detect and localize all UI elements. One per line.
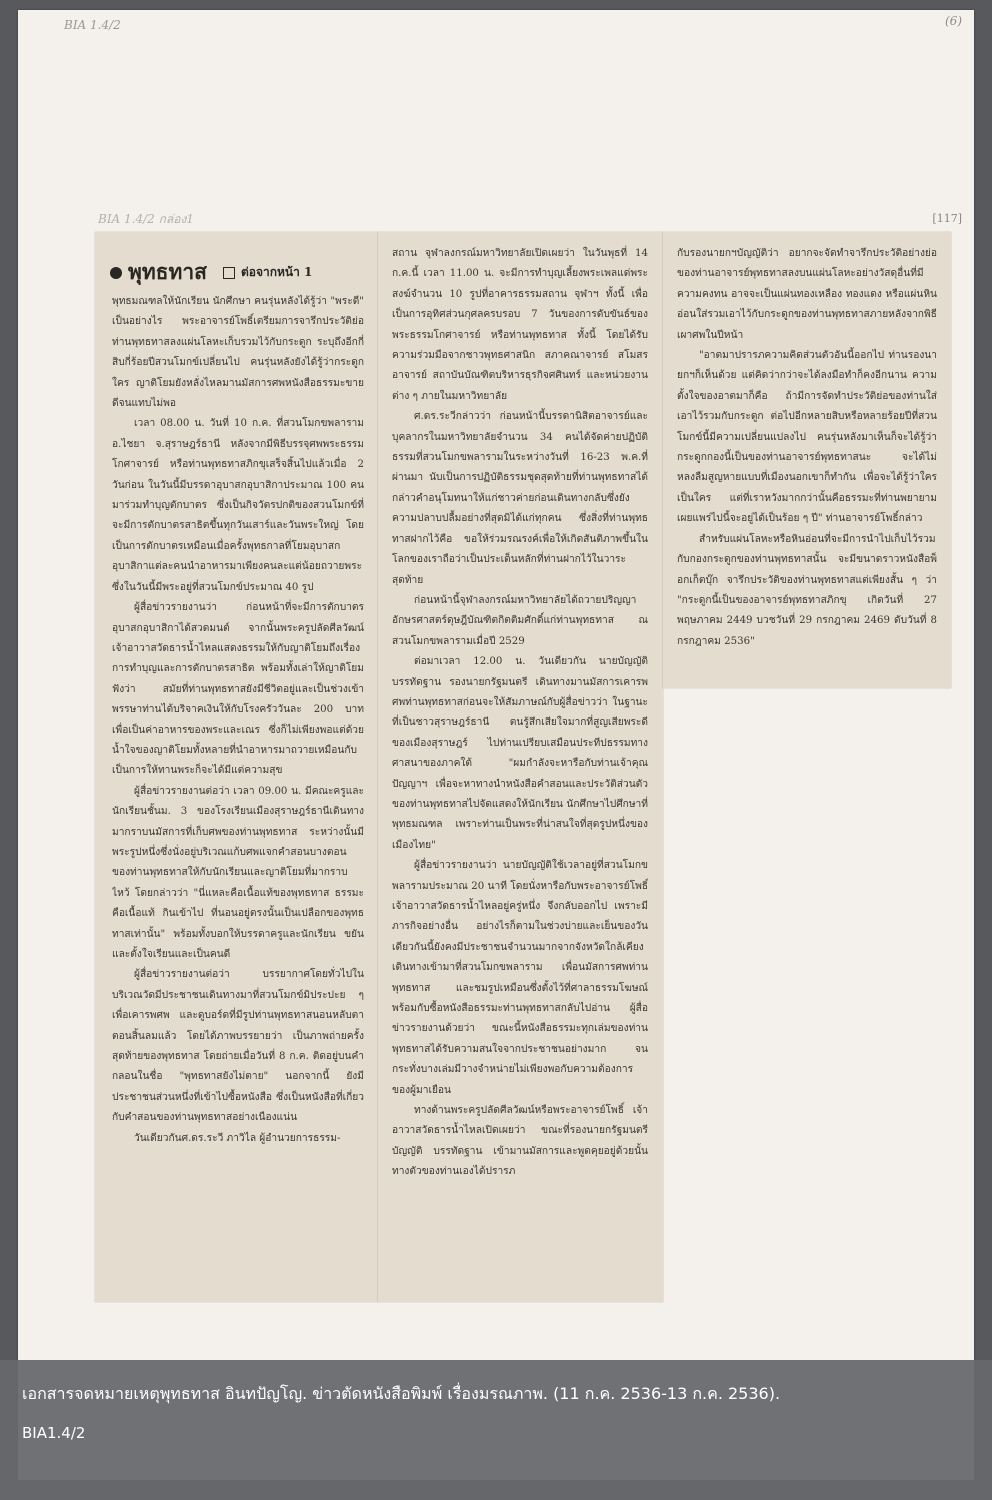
caption-identifier: BIA1.4/2 — [22, 1424, 86, 1442]
article-column-3 — [677, 244, 937, 684]
paragraph: วันเดียวกันศ.ดร.ระวี ภาวิไล ผู้อำนวยการธรรม- — [134, 1132, 341, 1144]
paragraph: ก่อนหน้านี้จุฬาลงกรณ์มหาวิทยาลัยได้ถวายปริญญาอักษรศาสตร์ดุษฎีบัณฑิตกิตติมศักดิ์แก่ท่านพุทธทาส ณ สวนโมกขพลารามเมื่อปี 2529 — [392, 594, 648, 647]
paragraph: ต่อมาเวลา 12.00 น. วันเดียวกัน นายบัญญัติ บรรทัดฐาน รองนายกรัฐมนตรี เดินทางมานมัสการเคารพศพท่านพุทธทาสก่อนจะให้สัมภาษณ์กับผู้สื่อข่าวว่า ในฐานะที่เป็นชาวสุราษฎร์ธานี ตนรู้สึกเสียใจมากที่สูญเสียพระดีของเมืองสุราษฎร์ ไปท่านเปรียบเสมือนประทีปธรรมทางศาสนาของภาคใต้ "ผมกำลังจะหารือกับท่านเจ้าคุณปัญญาฯ เพื่อจะหาทางนำหนังสือคำสอนและประวัติส่วนตัวของท่านพุทธทาสไปจัดแสดงให้นักเรียน นักศึกษาไปศึกษาที่พุทธมณฑล เพราะท่านเป็นพระที่น่าสนใจที่สุดรูปหนึ่งของเมืองไทย" — [392, 656, 648, 851]
paragraph: ทางด้านพระครูปลัดศีลวัฒน์หรือพระอาจารย์โพธิ์ เจ้าอาวาสวัดธารน้ำไหลเปิดเผยว่า ขณะที่รองนายกรัฐมนตรีบัญญัติ บรรทัดฐาน เข้ามานมัสการและพูดคุยอยู่ด้วยนั้น ทางตัวของท่านเองได้ปรารภ — [392, 1105, 648, 1178]
page-number: (6) — [945, 14, 962, 28]
caption-bar — [0, 1360, 992, 1500]
headline-title: พุทธทาส — [128, 259, 207, 284]
paragraph: ผู้สื่อข่าวรายงานต่อว่า บรรยากาศโดยทั่วไปในบริเวณวัดมีประชาชนเดินทางมาที่สวนโมกข์มิประปะย ๆ เพื่อเคารพศพ และดูบอร์ดที่มีรูปท่านพุทธทาสนอนหลับตาตอนสิ้นลมแล้ว โดยได้ภาพบรรยายว่า เป็นภาพถ่ายครั้งสุดท้ายของพุทธทาส โดยถ่ายเมื่อวันที่ 8 ก.ค. ติดอยู่บนคำกลอนในชื่อ "พุทธทาสยังไม่ตาย" นอกจากนี้ ยังมีประชาชนส่วนหนึ่งที่เข้าไปซื้อหนังสือ ซึ่งเป็นหนังสือที่เกี่ยวกับคำสอนของท่านพุทธทาสอย่างเนืองแน่น — [112, 969, 364, 1124]
clipping-reference: [117] — [932, 212, 962, 225]
article-headline — [110, 256, 372, 289]
paragraph: ผู้สื่อข่าวรายงานต่อว่า เวลา 09.00 น. มีคณะครูและนักเรียนชั้นม. 3 ของโรงเรียนเมืองสุราษฎร์ธานีเดินทางมากราบนมัสการที่เก็บศพของท่านพุทธทาส ระหว่างนั้นมีพระรูปหนึ่งซึ่งนั่งอยู่บริเวณแก้บศพแจกคำสอนบางตอนของท่านพุทธทาสให้กับนักเรียนและญาติโยมที่มากราบไหว้ โดยกล่าวว่า "นี่แหละคือเนื้อแท้ของพุทธทาส ธรรมะคือเนื้อแท้ กินเข้าไป ที่นอนอยู่ตรงนั้นเป็นเปลือกของพุทธทาสเท่านั้น" พร้อมทั้งบอกให้บรรดาครูและนักเรียน ขยันและตั้งใจเรียนและเป็นคนดี — [112, 785, 364, 960]
article-column-2 — [392, 244, 648, 1296]
paragraph: เวลา 08.00 น. วันที่ 10 ก.ค. ที่สวนโมกขพลาราม อ.ไชยา จ.สุราษฎร์ธานี หลังจากมีพิธีบรรจุศพพระธรรมโกศาจารย์ หรือท่านพุทธทาสภิกขุเสร็จสิ้นไปแล้วเมื่อ 2 วันก่อน ในวันนี้มีบรรดาอุบาสกอุบาสิกาประมาณ 100 คน มาร่วมทำบุญตักบาตร ซึ่งเป็นกิจวัตรปกติของสวนโมกข์ที่จะมีการตักบาตรสาธิตขึ้นทุกวันเสาร์และวันพระใหญ่ โดยเป็นการตักบาตรเหมือนเมื่อครั้งพุทธกาลที่โยมอุบาสกอุบาสิกาแต่ละคนนำอาหารมาเพียงคนละแต่น้อยถวายพระ ซึ่งในวันนี้มีพระอยู่ที่สวนโมกข์ประมาณ 40 รูป — [112, 418, 364, 593]
paragraph: ผู้สื่อข่าวรายงานว่า ก่อนหน้าที่จะมีการตักบาตรอุบาสกอุบาสิกาได้สวดมนต์ จากนั้นพระครูปลัดศีลวัฒน์ เจ้าอาวาสวัดธารน้ำไหลแสดงธรรมให้กับญาติโยมถึงเรื่องการทำบุญและการตักบาตรสาธิต พร้อมทั้งเล่าให้ญาติโยมฟังว่า สมัยที่ท่านพุทธทาสยังมีชีวิตอยู่และเป็นช่วงเข้าพรรษาท่านได้บริจาคเงินให้กับโรงครัววันละ 200 บาท เพื่อเป็นค่าอาหารของพระและเณร ซึ่งก็ไม่เพียงพอแต่ด้วยน้ำใจของญาติโยมทั้งหลายที่นำอาหารมาถวายเหมือนกับเป็นการให้ทานพระก็จะได้มีแต่ความสุข — [112, 602, 364, 777]
caption-title: เอกสารจดหมายเหตุพุทธทาส อินทปัญโญ. ข่าวตัดหนังสือพิมพ์ เรื่องมรณภาพ. (11 ก.ค. 2536-13 ก.ค. 2536). — [22, 1384, 781, 1403]
paragraph: ศ.ดร.ระวีกล่าวว่า ก่อนหน้านี้บรรดานิสิตอาจารย์และบุคลากรในมหาวิทยาลัยจำนวน 34 คนได้จัดค่ายปฏิบัติธรรมที่สวนโมกขพลารามในระหว่างวันที่ 16-23 พ.ค.ที่ผ่านมา นับเป็นการปฏิบัติธรรมชุดสุดท้ายที่ท่านพุทธทาสได้กล่าวคำอนุโมทนาให้แก่ชาวค่ายก่อนเดินทางกลับซึ่งยังความปลาบปลื้มอย่างที่สุดมิได้แก่ทุกคน ซึ่งสิ่งที่ท่านพุทธทาสฝากไว้คือ ขอให้ร่วมรณรงค์เพื่อให้เกิดสันติภาพขึ้นในโลกของเราถือว่าเป็นประเด็นหลักที่ท่านฝากไว้ในวาระสุดท้าย — [392, 411, 648, 586]
paragraph: พุทธมณฑลให้นักเรียน นักศึกษา คนรุ่นหลังได้รู้ว่า "พระดี" เป็นอย่างไร พระอาจารย์โพธิ์เตรียมการจารึกประวัติย่อท่านพุทธทาสลงแผ่นโลหะเก็บรวมไว้กับกระดูก ระบุถึงอีกกี่สิบกี่ร้อยปีสวนโมกข์เปลี่ยนไป คนรุ่นหลังยังได้รู้ว่ากระดูกใคร ญาติโยมยังหลั่งไหลมานมัสการศพหนังสือธรรมะขายดีจนแทบไม่พอ — [112, 296, 364, 410]
bullet-icon — [110, 267, 122, 279]
continued-from-label: ต่อจากหน้า 1 — [240, 265, 313, 279]
pencil-annotation-clipping: BIA 1.4/2 กล่อง1 — [98, 212, 194, 226]
article-column-1 — [112, 292, 364, 1294]
paragraph: กับรองนายกฯบัญญัติว่า อยากจะจัดทำจารึกประวัติอย่างย่อของท่านอาจารย์พุทธทาสลงบนแผ่นโลหะอย่างวัสดุอื่นที่มีความคงทน อาจจะเป็นแผ่นทองเหลือง ทองแดง หรือแผ่นหินอ่อนใส่รวมเอาไว้กับกระดูกของท่านพุทธทาสภายหลังจากพิธีเผาศพในปีหน้า — [677, 248, 937, 341]
paragraph: สำหรับแผ่นโลหะหรือหินอ่อนที่จะมีการนำไปเก็บไว้รวมกับกองกระดูกของท่านพุทธทาสนั้น จะมีขนาดราวหนังสือพ็อกเก็ตบุ๊ก จารึกประวัติของท่านพุทธทาสแต่เพียงสั้น ๆ ว่า "กระดูกนี้เป็นของอาจารย์พุทธทาสภิกขุ เกิดวันที่ 27 พฤษภาคม 2449 บวชวันที่ 29 กรกฎาคม 2469 ดับวันที่ 8 กรกฎาคม 2536" — [677, 533, 937, 647]
pencil-annotation: BIA 1.4/2 — [64, 18, 121, 32]
paragraph: "อาตมาปรารภความคิดส่วนตัวอันนี้ออกไป ท่านรองนายกฯก็เห็นด้วย แต่คิดว่ากว่าจะได้ลงมือทำก็คงอีกนาน ความตั้งใจของอาตมาก็คือ ถ้ามีการจัดทำประวัติย่อของท่านใส่เอาไว้รวมกับกระดูก ต่อไปอีกหลายสิบหรือหลายร้อยปีที่สวนโมกข์นี้มีความเปลี่ยนแปลงไป คนรุ่นหลังมาเห็นก็จะได้รู้ว่ากระดูกกองนี้เป็นของท่านอาจารย์พุทธทาสนะ จะได้ไม่หลงลืมสูญหายแบบที่เมืองนอกเขาก็ทำกัน เพื่อจะได้รู้ว่าใครเป็นใคร แต่ที่เราหวังมากกว่านั้นคือธรรมะที่ท่านพยายามเผยแพร่ไปนี้จะอยู่ได้เป็นร้อย ๆ ปี" ท่านอาจารย์โพธิ์กล่าว — [677, 350, 937, 525]
paragraph: ผู้สื่อข่าวรายงานว่า นายบัญญัติใช้เวลาอยู่ที่สวนโมกขพลารามประมาณ 20 นาที โดยนั่งหารือกับพระอาจารย์โพธิ์ เจ้าอาวาสวัดธารน้ำไหลอยู่ครู่หนึ่ง จึงกลับออกไป เพราะมีภารกิจอย่างอื่น อย่างไรก็ตามในช่วงบ่ายและเย็นของวันเดียวกันนี้ยังคงมีประชาชนจำนวนมากจากจังหวัดใกล้เคียงเดินทางเข้ามาที่สวนโมกขพลาราม เพื่อนมัสการศพท่านพุทธทาส และชมรูปเหมือนซึ่งตั้งไว้ที่ศาลาธรรมโฆษณ์ พร้อมกับซื้อหนังสือธรรมะท่านพุทธทาสกลับไปอ่าน ผู้สื่อข่าวรายงานด้วยว่า ขณะนี้หนังสือธรรมะทุกเล่มของท่านพุทธทาสได้รับความสนใจจากประชาชนอย่างมาก จนกระทั่งบางเล่มมีวางจำหน่ายไม่เพียงพอกับความต้องการของผู้มาเยือน — [392, 860, 648, 1096]
paragraph: สถาน จุฬาลงกรณ์มหาวิทยาลัยเปิดเผยว่า ในวันพุธที่ 14 ก.ค.นี้ เวลา 11.00 น. จะมีการทำบุญเลี้ยงพระเพลแด่พระสงฆ์จำนวน 10 รูปที่อาคารธรรมสถาน จุฬาฯ ทั้งนี้ เพื่อเป็นการอุทิศส่วนกุศลครบรอบ 7 วันของการดับขันธ์ของพระธรรมโกศาจารย์ หรือท่านพุทธทาส ทั้งนี้ โดยได้รับความร่วมมือจากชาวพุทธศาสนิก สภาคณาจารย์ สโมสรอาจารย์ สถาบันบัณฑิตบริหารธุรกิจศศินทร์ และหน่วยงานต่าง ๆ ภายในมหาวิทยาลัย — [392, 248, 648, 402]
checkbox-square-icon — [223, 267, 235, 279]
